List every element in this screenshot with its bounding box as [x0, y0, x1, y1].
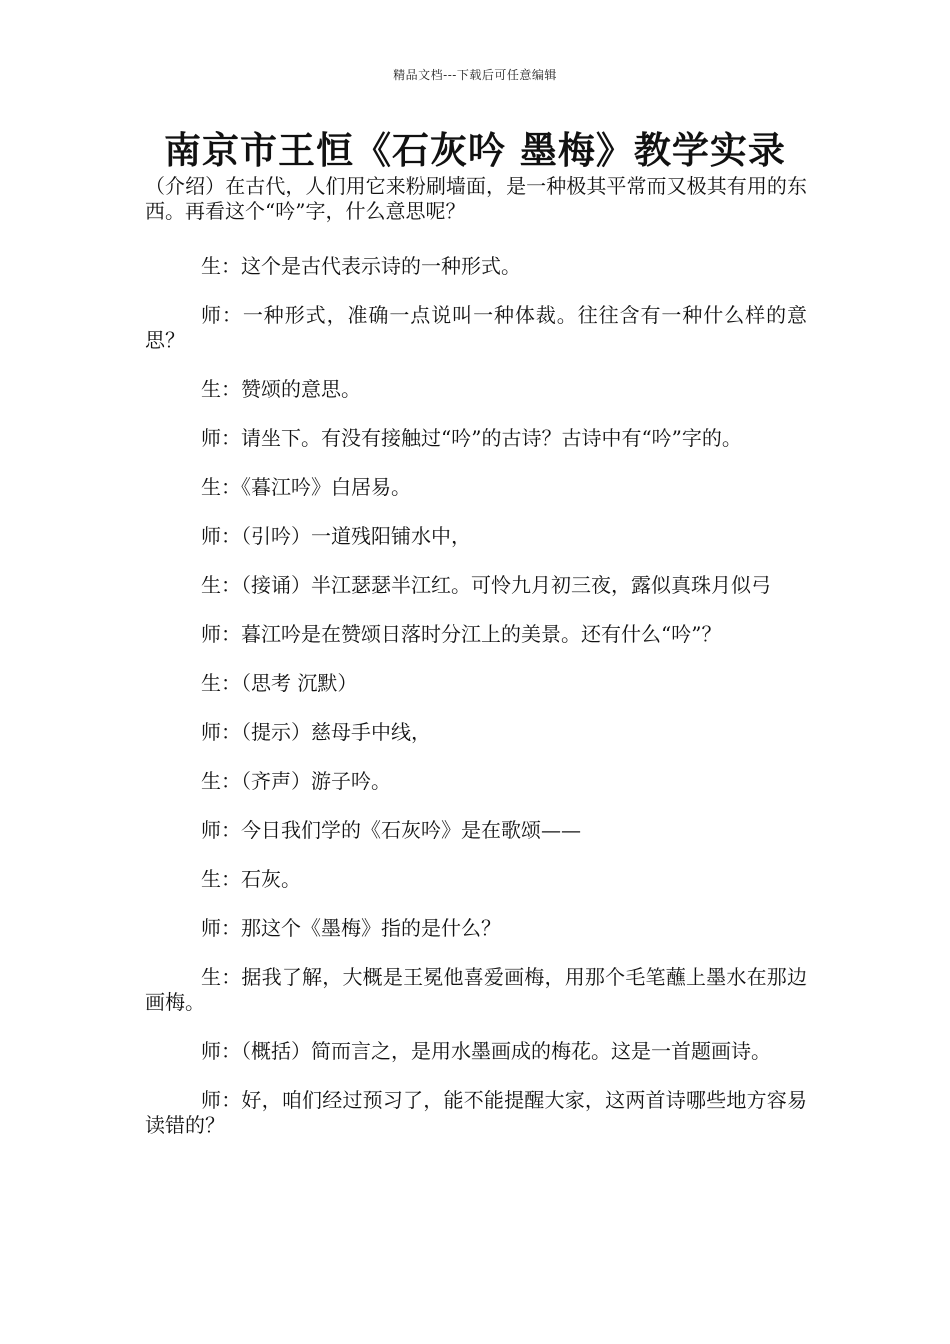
paragraph: 生：这个是古代表示诗的一种形式。	[201, 254, 521, 278]
paragraph-intro: （介绍）在古代，人们用它来粉刷墙面，是一种极其平常而又极其有用的东西。再看这个“吟”字，什么意思呢？	[145, 174, 807, 223]
paragraph: 生：石灰。	[201, 867, 301, 891]
document-body	[145, 174, 807, 1162]
paragraph: 生：据我了解，大概是王冕他喜爱画梅，用那个毛笔蘸上墨水在那边画梅。	[145, 965, 807, 1014]
paragraph: 师：暮江吟是在赞颂日落时分江上的美景。还有什么“吟”？	[201, 622, 722, 646]
paragraph: 生：《暮江吟》白居易。	[201, 475, 411, 499]
paragraph: 师：那这个《墨梅》指的是什么？	[201, 916, 501, 940]
paragraph: 生：（接诵）半江瑟瑟半江红。可怜九月初三夜，露似真珠月似弓	[201, 573, 771, 597]
paragraph: 师：今日我们学的《石灰吟》是在歌颂——	[201, 818, 581, 842]
paragraph: 师：好，咱们经过预习了，能不能提醒大家，这两首诗哪些地方容易读错的？	[145, 1088, 807, 1137]
paragraph: 师：（提示）慈母手中线，	[201, 720, 431, 744]
paragraph: 生：赞颂的意思。	[201, 377, 361, 401]
paragraph: 师：请坐下。有没有接触过“吟”的古诗？古诗中有“吟”字的。	[201, 426, 742, 450]
paragraph: 生：（思考 沉默）	[201, 671, 358, 695]
paragraph: 师：（概括）简而言之，是用水墨画成的梅花。这是一首题画诗。	[201, 1039, 771, 1063]
paragraph: 生：（齐声）游子吟。	[201, 769, 391, 793]
document-title: 南京市王恒《石灰吟 墨梅》教学实录	[164, 128, 786, 172]
paragraph: 师：一种形式，准确一点说叫一种体裁。往往含有一种什么样的意思？	[145, 303, 807, 352]
page-header-note: 精品文档---下载后可任意编辑	[393, 68, 557, 82]
paragraph: 师：（引吟）一道残阳铺水中，	[201, 524, 471, 548]
